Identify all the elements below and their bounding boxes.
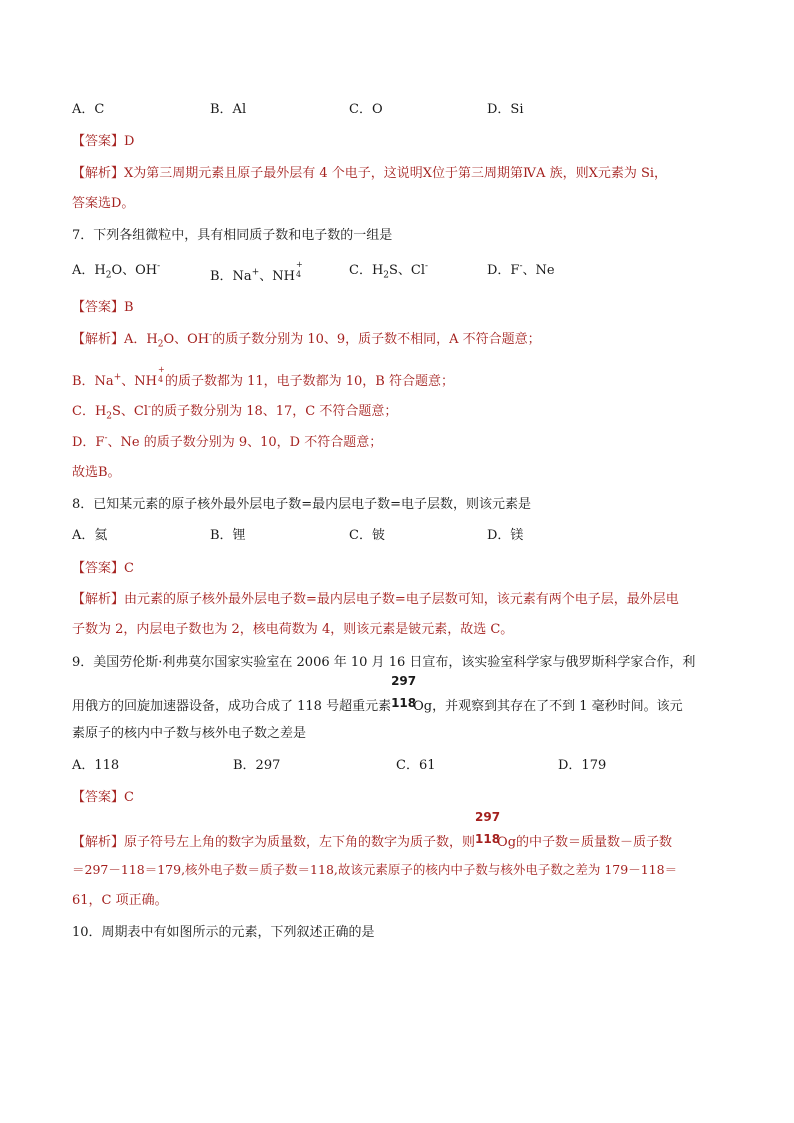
option-text: 、NH	[259, 269, 295, 284]
stem-text: ，并观察到其存在了不到 1 毫秒时间。该元	[432, 699, 683, 714]
q8-option-a: A．氦	[72, 528, 108, 543]
element-symbol: Og	[413, 699, 433, 714]
q7-option-b: B．Na+、NH + 4	[210, 260, 303, 284]
q9-option-c: C．61	[396, 758, 436, 773]
answer-tag: 【答案】	[72, 300, 125, 315]
q6-option-d: D．Si	[487, 102, 524, 117]
analysis-text: 的中子数＝质量数－质子数	[516, 835, 673, 850]
atomic-number: 118	[475, 832, 501, 846]
answer-value: D	[124, 134, 135, 149]
option-text: A．H	[72, 263, 106, 278]
analysis-text: X为第三周期元素且原子最外层有 4 个电子，这说明X位于第三周期第ⅣA 族，则X元素为 Si，	[124, 166, 668, 181]
q8-option-b: B．锂	[210, 528, 246, 543]
analysis-text: D．F	[72, 435, 105, 450]
element-symbol: Og	[497, 835, 517, 850]
analysis-text: 、NH	[121, 374, 157, 389]
option-text: B．Na	[210, 269, 252, 284]
q6-option-c: C．O	[349, 102, 383, 117]
q8-analysis-line-2: 子数为 2，内层电子数也为 2，核电荷数为 4，则该元素是铍元素，故选 C。	[72, 622, 514, 637]
mass-number: 297	[391, 674, 417, 688]
q7-analysis-line-3: C．$H_2S$、Cl-的质子数分别为 18、17，C 不符合题意；	[72, 402, 398, 422]
q9-option-d: D．179	[558, 758, 607, 773]
option-text: C．H	[349, 263, 384, 278]
q7-answer	[72, 299, 134, 317]
q8-option-c: C．铍	[349, 528, 385, 543]
q7-analysis-line-5: 故选B。	[72, 465, 121, 480]
q7-analysis-line-2: B．Na+、NH + 4 的质子数都为 11，电子数都为 10，B 符合题意；	[72, 365, 454, 389]
q7-option-d: D．F-、Ne	[487, 261, 555, 278]
option-text: D．F	[487, 263, 520, 278]
option-text: S、Cl	[389, 263, 426, 278]
q9-stem-line-2	[72, 674, 683, 716]
answer-value: C	[124, 561, 134, 576]
q7-analysis-line-4: D．F-、Ne 的质子数分别为 9、10，D 不符合题意；	[72, 433, 383, 450]
analysis-text: S、Cl	[112, 404, 149, 419]
option-text: 、Ne	[522, 263, 555, 278]
analysis-text: 、Ne 的质子数分别为 9、10，D 不符合题意；	[107, 435, 383, 450]
analysis-text: O、OH	[163, 332, 210, 347]
q9-stem-line-1: 9．美国劳伦斯·利弗莫尔国家实验室在 2006 年 10 月 16 日宣布，该实验室科学家与俄罗斯科学家合作，利	[72, 655, 696, 670]
q7-option-a: A．$H_2O$、OH-	[72, 261, 161, 281]
q6-option-a: A．C	[72, 102, 105, 117]
answer-tag: 【答案】	[72, 134, 125, 149]
stem-text: 用俄方的回旋加速器设备，成功合成了 118 号超重元素	[72, 699, 392, 714]
q6-answer	[72, 133, 134, 151]
q9-analysis-line-3: 61，C 项正确。	[72, 893, 168, 908]
q9-option-a: A．118	[72, 758, 120, 773]
answer-tag: 【答案】	[72, 561, 125, 576]
q9-analysis-line-2: ＝297－118＝179,核外电子数＝质子数＝118,故该元素原子的核内中子数与核外电子数之差为 179－118＝	[72, 862, 678, 877]
analysis-text: 由元素的原子核外最外层电子数=最内层电子数=电子层数可知，该元素有两个电子层，最外层电	[124, 592, 679, 607]
nuclide-symbol	[391, 674, 417, 710]
q8-analysis-line-1	[72, 591, 679, 609]
analysis-text: C．H	[72, 404, 107, 419]
q7-analysis-line-1: 【解析】A．$H_2O$、OH-的质子数分别为 10、9，质子数不相同，A 不符合题意；	[72, 330, 541, 350]
analysis-text: 原子符号左上角的数字为质量数，左下角的数字为质子数，则	[124, 835, 476, 850]
q6-option-b: B．Al	[210, 102, 247, 117]
q9-analysis-line-1	[72, 810, 673, 852]
analysis-tag: 【解析】	[72, 166, 125, 181]
analysis-tag: 【解析】	[72, 592, 125, 607]
analysis-text: A．H	[124, 332, 158, 347]
q10-stem: 10．周期表中有如图所示的元素，下列叙述正确的是	[72, 925, 375, 940]
answer-value: C	[124, 790, 134, 805]
analysis-text: 的质子数分别为 18、17，C 不符合题意；	[151, 404, 398, 419]
q7-option-c: C．$H_2S$、Cl-	[349, 261, 429, 281]
q7-stem: 7．下列各组微粒中，具有相同质子数和电子数的一组是	[72, 228, 393, 243]
q9-answer	[72, 789, 134, 807]
atomic-number: 118	[391, 696, 417, 710]
analysis-tag: 【解析】	[72, 332, 125, 347]
option-text: O、OH	[111, 263, 158, 278]
q8-answer	[72, 560, 134, 578]
q9-option-b: B．297	[233, 758, 281, 773]
analysis-text: 的质子数分别为 10、9，质子数不相同，A 不符合题意；	[212, 332, 541, 347]
nuclide-symbol	[475, 810, 501, 846]
q6-analysis-line-2: 答案选D。	[72, 196, 135, 211]
analysis-tag: 【解析】	[72, 835, 125, 850]
analysis-text: 的质子数都为 11，电子数都为 10，B 符合题意；	[164, 374, 454, 389]
answer-value: B	[124, 300, 134, 315]
q6-analysis-line-1	[72, 165, 667, 183]
q8-stem: 8．已知某元素的原子核外最外层电子数=最内层电子数=电子层数，则该元素是	[72, 497, 532, 512]
mass-number: 297	[475, 810, 501, 824]
q8-option-d: D．镁	[487, 528, 524, 543]
analysis-text: B．Na	[72, 374, 114, 389]
answer-tag: 【答案】	[72, 790, 125, 805]
q9-stem-line-3: 素原子的核内中子数与核外电子数之差是	[72, 726, 307, 741]
